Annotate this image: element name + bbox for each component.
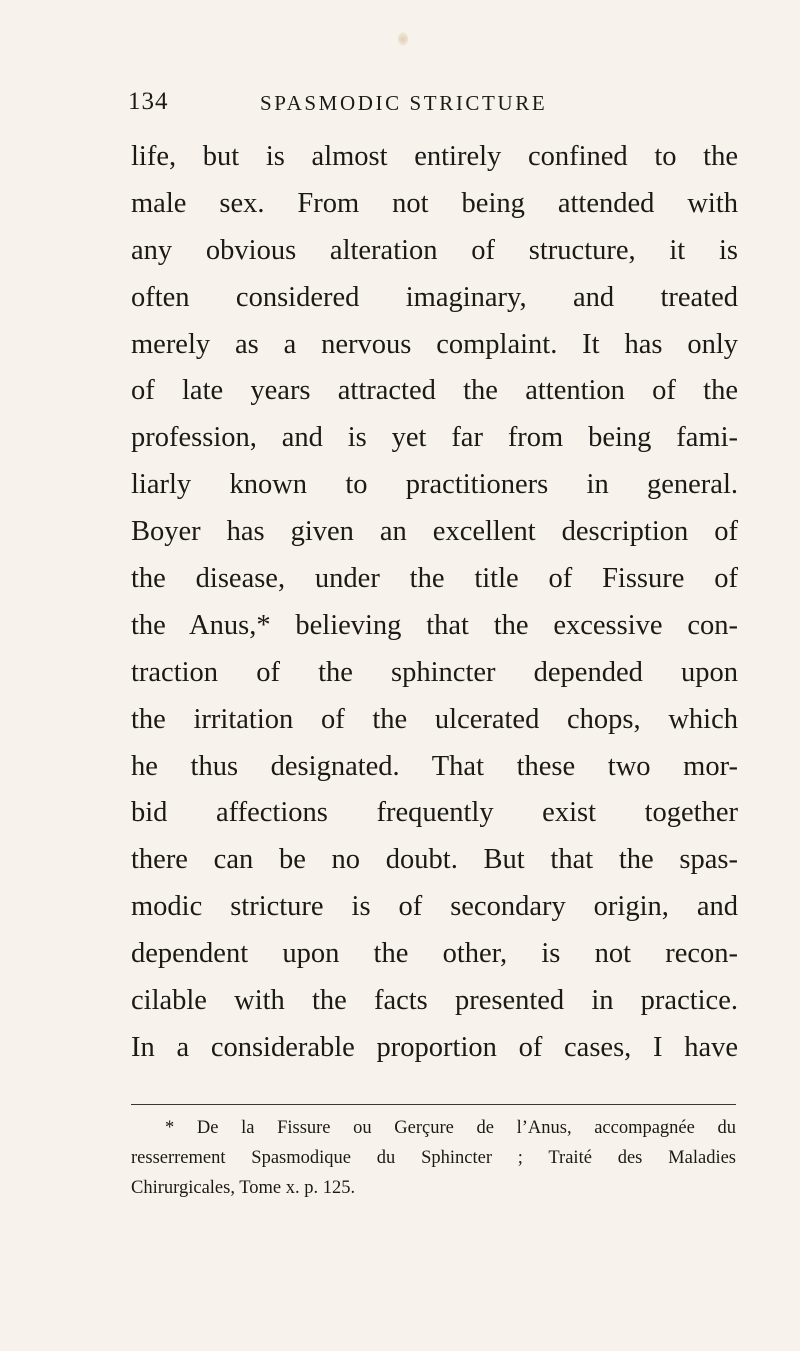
text-line: modic stricture is of secondary origin, and xyxy=(131,891,738,923)
text-line: the irritation of the ulcerated chops, which xyxy=(131,703,738,735)
paper-stain xyxy=(398,32,408,46)
text-line: bid affections frequently exist together xyxy=(131,797,738,829)
text-line: merely as a nervous complaint. It has only xyxy=(131,328,738,360)
text-line: Boyer has given an excellent description of xyxy=(131,516,738,548)
text-line: In a considerable proportion of cases, I have xyxy=(131,1031,738,1063)
page-number: 134 xyxy=(128,88,169,115)
page-header xyxy=(128,88,670,122)
text-line: any obvious alteration of structure, it is xyxy=(131,234,738,266)
text-line: there can be no doubt. But that the spas- xyxy=(131,844,738,876)
text-line: of late years attracted the attention of the xyxy=(131,375,738,407)
text-line: traction of the sphincter depended upon xyxy=(131,656,738,688)
text-line: male sex. From not being attended with xyxy=(131,187,738,219)
text-line: the Anus,* believing that the excessive con- xyxy=(131,609,738,641)
text-line: life, but is almost entirely confined to the xyxy=(131,141,738,172)
footnote-line: * De la Fissure ou Gerçure de l’Anus, accompagnée du xyxy=(165,1118,736,1138)
text-line: dependent upon the other, is not recon- xyxy=(131,938,738,970)
body-text xyxy=(131,134,738,1072)
footnote-line: resserrement Spasmodique du Sphincter ; Traité des Maladies xyxy=(131,1148,736,1168)
text-line: profession, and is yet far from being fami- xyxy=(131,422,738,454)
footnote xyxy=(131,1113,736,1203)
text-line: cilable with the facts presented in practice. xyxy=(131,985,738,1017)
text-line: the disease, under the title of Fissure of xyxy=(131,563,738,595)
text-line: liarly known to practitioners in general. xyxy=(131,469,738,501)
running-head: SPASMODIC STRICTURE xyxy=(260,91,548,115)
footnote-line: Chirurgicales, Tome x. p. 125. xyxy=(131,1178,356,1198)
text-line: he thus designated. That these two mor- xyxy=(131,750,738,782)
footnote-rule xyxy=(131,1104,736,1105)
text-line: often considered imaginary, and treated xyxy=(131,281,738,313)
